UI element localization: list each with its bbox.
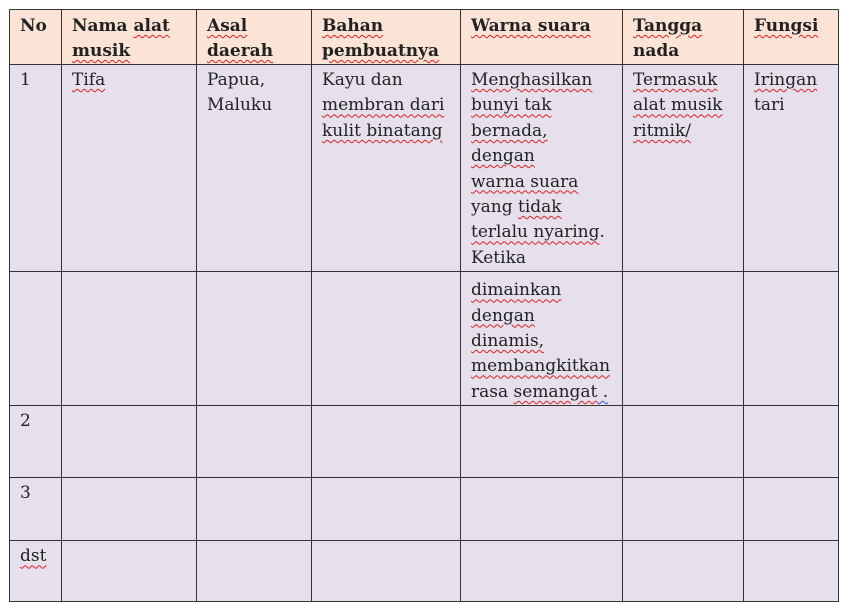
table-row [10,541,839,602]
cell-bahan-pembuatnya [312,272,461,406]
cell-tangga-nada [623,272,744,406]
cell-warna-suara [461,478,623,541]
header-bahan-pembuatnya: Bahan pembuatnya [312,10,461,65]
cell-no: 3 [10,478,62,541]
cell-asal-daerah: Papua, Maluku [197,65,312,272]
cell-tangga-nada [623,541,744,602]
cell-warna-suara [461,406,623,478]
header-row [10,10,839,65]
header-tangga-nada: Tangga nada [623,10,744,65]
cell-tangga-nada [623,478,744,541]
cell-fungsi [744,272,839,406]
cell-bahan-pembuatnya [312,541,461,602]
cell-asal-daerah [197,478,312,541]
cell-nama-alat-musik: Tifa [62,65,197,272]
cell-bahan-pembuatnya [312,478,461,541]
header-warna-suara: Warna suara [461,10,623,65]
cell-tangga-nada: Termasuk alat musik ritmik/ [623,65,744,272]
cell-warna-suara [461,541,623,602]
cell-no: dst [10,541,62,602]
cell-nama-alat-musik [62,541,197,602]
cell-bahan-pembuatnya: Kayu dan membran dari kulit binatang [312,65,461,272]
cell-warna-suara: Menghasilkan bunyi tak bernada, dengan warna suara yang tidak terlalu nyaring. Ketika [461,65,623,272]
header-asal-daerah: Asal daerah [197,10,312,65]
table-row [10,406,839,478]
header-no: No [10,10,62,65]
cell-fungsi [744,478,839,541]
cell-warna-suara-continued: dimainkan dengan dinamis, membangkitkan rasa semangat . [461,272,623,406]
cell-nama-alat-musik [62,406,197,478]
music-instrument-table [9,9,839,602]
cell-nama-alat-musik [62,478,197,541]
cell-fungsi [744,406,839,478]
cell-bahan-pembuatnya [312,406,461,478]
cell-asal-daerah [197,406,312,478]
header-fungsi: Fungsi [744,10,839,65]
table-row [10,65,839,272]
table-row [10,272,839,406]
cell-no: 1 [10,65,62,272]
cell-asal-daerah [197,272,312,406]
cell-no [10,272,62,406]
cell-nama-alat-musik [62,272,197,406]
table-row [10,478,839,541]
cell-fungsi: Iringan tari [744,65,839,272]
cell-tangga-nada [623,406,744,478]
header-nama-alat-musik: Nama alat musik [62,10,197,65]
cell-fungsi [744,541,839,602]
cell-no: 2 [10,406,62,478]
cell-asal-daerah [197,541,312,602]
